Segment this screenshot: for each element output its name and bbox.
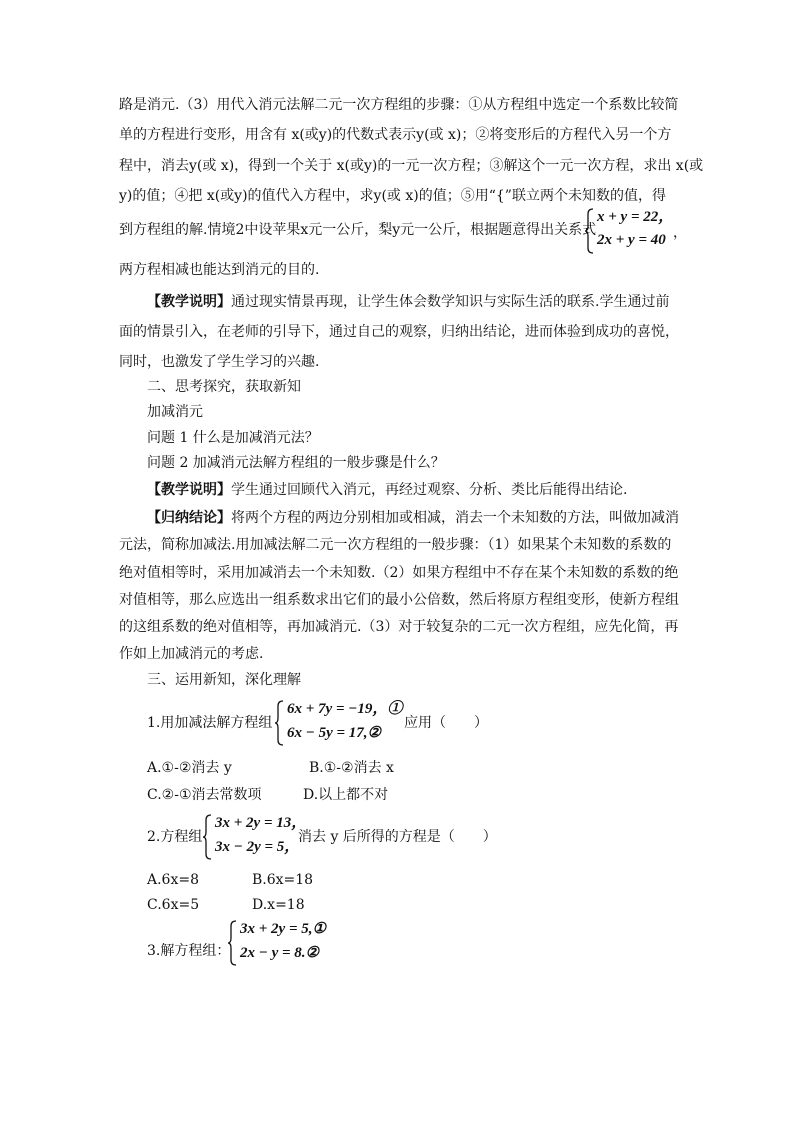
conclusion-line1 xyxy=(147,508,703,528)
section2-heading: 二、思考探究，获取新知 xyxy=(147,379,301,395)
question-2: 问题 2 加减消元法解方程组的一般步骤是什么？ xyxy=(147,455,445,471)
equation-system-apple-pear xyxy=(585,206,685,254)
brace-icon xyxy=(228,920,238,966)
para1-line4: y)的值；④把 x(或y)的值代入方程中，求y(或 x)的值；⑤用“{”联立两个未知数的值，得 xyxy=(119,188,666,204)
brace-icon xyxy=(585,208,595,254)
para1-line1: 路是消元.（3）用代入消元法解二元一次方程组的步骤：①从方程组中选定一个系数比较简 xyxy=(119,97,679,113)
para2-text1: 通过现实情景再现，让学生体会数学知识与实际生活的联系.学生通过前 xyxy=(231,294,670,310)
exercise3-eq1: 3x + 2y = 5,① xyxy=(240,921,326,937)
exercise1-eq1: 6x + 7y = −19，① xyxy=(287,701,403,717)
exercise3-prefix: 3.解方程组： xyxy=(147,943,231,959)
brace-icon xyxy=(275,700,285,746)
brace-icon xyxy=(203,814,213,860)
para2-line3: 同时，也激发了学生学习的兴趣. xyxy=(119,354,320,370)
para1-line5: 到方程组的解.情境2中设苹果x元一公斤，梨y元一公斤，根据题意得出关系式 xyxy=(119,222,597,238)
para2-line2: 面的情景引入，在老师的引导下，通过自己的观察，归纳出结论，进而体验到成功的喜悦， xyxy=(119,324,679,340)
section2-subheading: 加减消元 xyxy=(147,404,203,420)
system-eq2: 2x + y = 40 xyxy=(597,232,666,248)
exercise1-suffix: 应用（ ） xyxy=(404,715,488,731)
exercise1-option-d: D.以上都不对 xyxy=(303,787,389,803)
conclusion-line2: 元法，简称加减法.用加减法解二元一次方程组的一般步骤：（1）如果某个未知数的系数的 xyxy=(119,537,672,553)
conclusion-tag: 【归纳结论】 xyxy=(147,510,231,526)
section3-heading: 三、运用新知，深化理解 xyxy=(147,672,301,688)
para1-line3: 程中，消去y(或 x)，得到一个关于 x(或y)的一元一次方程；③解这个一元一次方程，求出 x(或 xyxy=(119,158,704,174)
exercise2-eq2: 3x − 2y = 5， xyxy=(215,839,300,855)
conclusion-line3: 绝对值相等时，采用加减消去一个未知数.（2）如果方程组中不存在某个未知数的系数的绝 xyxy=(119,565,679,581)
exercise2-option-c: C.6x=5 xyxy=(147,897,200,913)
exercise2-option-b: B.6x=18 xyxy=(252,872,314,888)
exercise1-system xyxy=(275,698,403,746)
conclusion-text1: 将两个方程的两边分别相加或相减，消去一个未知数的方法，叫做加减消 xyxy=(231,510,679,526)
para1-line2: 单的方程进行变形，用含有 x(或y)的代数式表示y(或 x)；②将变形后的方程代入另一个方 xyxy=(119,127,672,143)
conclusion-line4: 对值相等，那么应选出一组系数求出它们的最小公倍数，然后将原方程组变形，使新方程组 xyxy=(119,592,679,608)
teaching-note-tag-2: 【教学说明】 xyxy=(147,482,231,498)
exercise2-suffix: 消去 y 后所得的方程是（ ） xyxy=(298,829,497,845)
exercise3-eq2: 2x − y = 8.② xyxy=(240,945,319,961)
exercise1-eq2: 6x − 5y = 17,② xyxy=(287,725,381,741)
section2-note-text: 学生通过回顾代入消元，再经过观察、分析、类比后能得出结论. xyxy=(231,482,628,498)
system-comma: ， xyxy=(673,225,687,241)
exercise1-option-a: A.①-②消去 y xyxy=(147,760,232,776)
system-eq1: x + y = 22， xyxy=(597,209,674,225)
exercise1-option-b: B.①-②消去 x xyxy=(309,760,394,776)
para2-line1 xyxy=(147,292,703,312)
exercise3-system xyxy=(228,918,348,966)
conclusion-line6: 作如上加减消元的考虑. xyxy=(119,646,264,662)
exercise2-option-d: D.x=18 xyxy=(252,897,305,913)
question-1: 问题 1 什么是加减消元法？ xyxy=(147,430,319,446)
exercise1-prefix: 1.用加减法解方程组 xyxy=(147,715,273,731)
exercise1-option-c: C.②-①消去常数项 xyxy=(147,787,262,803)
exercise2-prefix: 2.方程组 xyxy=(147,829,203,845)
conclusion-line5: 的这组系数的绝对值相等，再加减消元.（3）对于较复杂的二元一次方程组，应先化简，再 xyxy=(119,619,679,635)
teaching-note-tag: 【教学说明】 xyxy=(147,294,231,310)
section2-note xyxy=(147,480,703,500)
exercise2-option-a: A.6x=8 xyxy=(147,872,200,888)
para1-line6: 两方程相减也能达到消元的目的. xyxy=(119,262,320,278)
exercise2-eq1: 3x + 2y = 13， xyxy=(215,815,307,831)
